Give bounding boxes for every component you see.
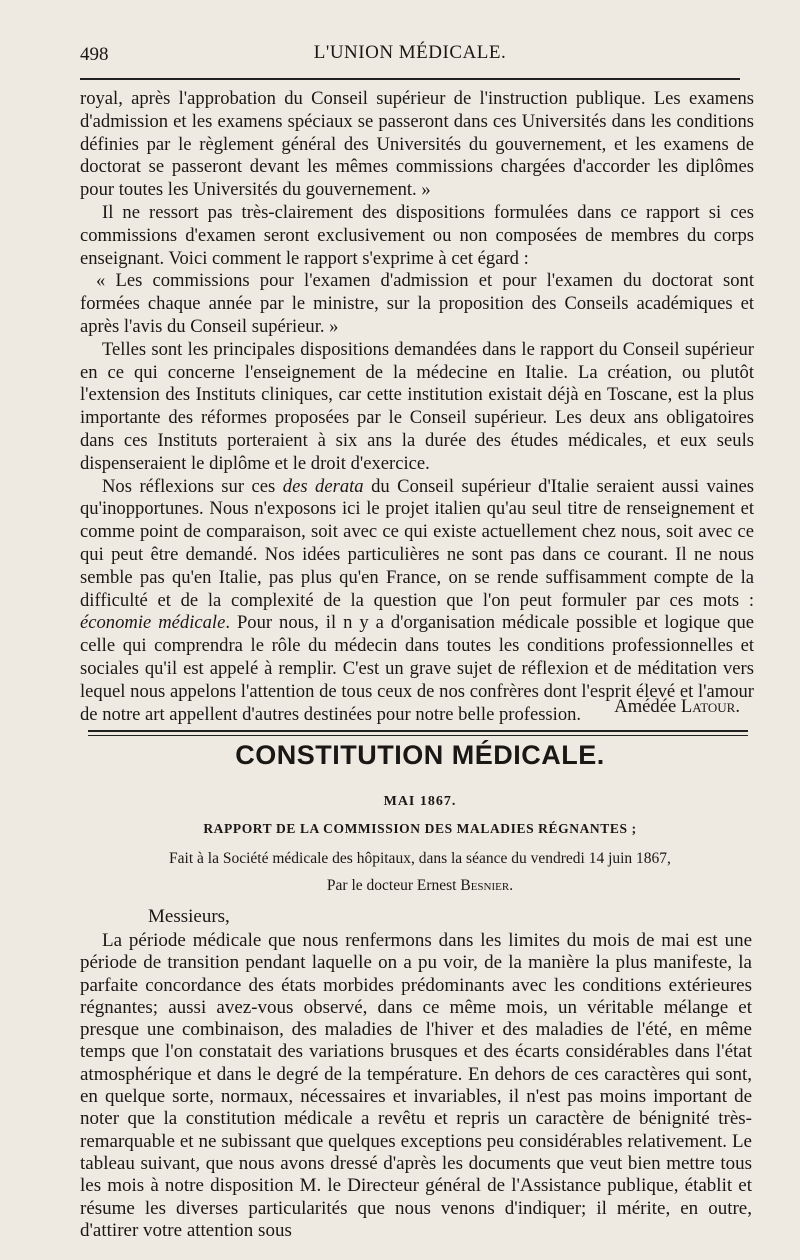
p5-italic-economie: économie médicale [80,612,226,634]
paragraph-5 [80,476,754,727]
report-author [80,877,760,895]
report-body [80,930,752,1242]
section-divider-thick [88,730,748,732]
report-title: RAPPORT DE LA COMMISSION DES MALADIES RÉGNANTES ; [203,821,637,836]
p5-text-a: Nos réflexions sur ces [102,475,283,497]
running-title: L'UNION MÉDICALE. [313,42,507,63]
section-title: CONSTITUTION MÉDICALE. [235,740,605,770]
p5-text-c: . Pour nous, il n y a d'organisation médicale possible et logique que celle qui comprendra le rôle du médecin dans toutes les conditions professionnelles et sociales qu'il est appelé à remplir. C'est un grave sujet de réflexion et de méditation vers lequel nous appelons l'attention de tous ceux de nos confrères dont l'esprit élevé et l'amour de notre art appellent d'autres destinées pour notre belle profession. [80,612,754,725]
page-number: 498 [80,44,109,65]
salutation: Messieurs, [148,906,230,927]
paragraph-2: Il ne ressort pas très-clairement des dispositions formulées dans ce rapport si ces commissions d'examen seront exclusivement ou non composées de membres du corps enseignant. Voici comment le rapport s'exprime à cet égard : [80,201,754,269]
report-subtitle: Fait à la Société médicale des hôpitaux, dans la séance du vendredi 14 juin 1867, [169,850,671,867]
paragraph-4: Telles sont les principales dispositions demandées dans le rapport du Conseil supérieur en ce qui concerne l'enseignement de la médecine en Italie. La création, ou plutôt l'extension des Instituts cliniques, car cette institution existait déjà en Toscane, est la plus importante des réformes proposées par le Conseil supérieur. Les deux ans obligatoires dans ces Instituts porteraient à six ans la durée des études médicales, et eux seuls dispenseraient le diplôme et le droit d'exercice. [80,338,754,474]
p5-text-b: du Conseil supérieur d'Italie seraient aussi vaines qu'inopportunes. Nous n'exposons ici le projet italien qu'au seul titre de renseignement et comme point de comparaison, soit avec ce qui existe actuellement chez nous, soit avec ce qui peut être demandé. Nos idées particulières ne sont pas dans ce courant. Il ne nous semble pas qu'en Italie, pas plus qu'en France, on se rende suffisamment compte de la difficulté et de la complexité de la question que l'on peut formuler par ces mots : [80,475,754,611]
paragraph-1: royal, après l'approbation du Conseil supérieur de l'instruction publique. Les examens d'admission et les examens spéciaux se passeront dans ces Universités dans les conditions définies par le règlement général des Universités du gouvernement, et les examens de doctorat se passeront devant les mêmes commissions chargées d'accorder les diplômes pour toutes les Universités du gouvernement. » [80,88,754,201]
page-header [80,40,740,72]
signature-last-name: Latour. [680,696,740,717]
continuation-text [80,88,754,726]
section-divider-thin [88,735,748,736]
signature [80,696,740,718]
paragraph-3-quote: « Les commissions pour l'examen d'admission et pour l'examen du doctorat sont formées chaque année par le ministre, sur la proposition des Conseils académiques et après l'avis du Conseil supérieur. » [80,270,754,337]
author-name: Besnier. [460,877,514,894]
section-month: MAI 1867. [383,794,457,809]
header-rule [80,78,740,80]
p5-italic-desiderata: des derata [282,475,364,497]
signature-first-name: Amédée [614,696,681,717]
report-paragraph: La période médicale que nous renfermons dans les limites du mois de mai est une période de transition pendant laquelle on a pu voir, de la manière la plus manifeste, la parfaite concordance des états morbides prédominants avec les conditions extérieures régnantes; aussi avez-vous observé, dans ce même mois, un véritable mélange et presque une combinaison, des maladies de l'hiver et des maladies de l'été, en même temps que l'on constatait des variations brusques et des écarts considérables dans l'état atmosphérique et dans le degré de la température. En dehors de ces caractères qui sont, en quelque sorte, normaux, nécessaires et invariables, il n'est pas moins important de noter que la constitution médicale a revêtu et repris un caractère de bénignité très-remarquable et ne subissant que quelques exceptions peu considérables relativement. Le tableau suivant, que nous avons dressé d'après les documents que veut bien mettre tous les mois à notre disposition M. le Directeur général de l'Assistance publique, établit et résume les diverses particularités que nous venons d'indiquer; il mérite, en outre, d'attirer votre attention sous [80,930,752,1241]
author-prefix: Par le docteur Ernest [326,877,461,894]
